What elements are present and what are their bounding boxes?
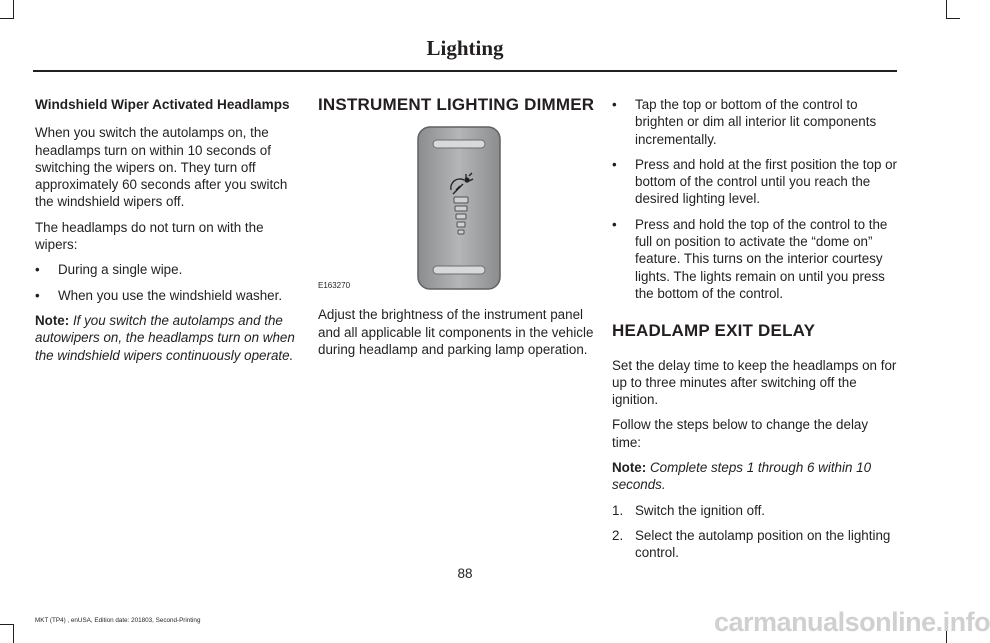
bullet-marker: • (35, 287, 40, 303)
crop-mark-top-left-v (13, 0, 14, 18)
paragraph: Follow the steps below to change the delay time: (612, 417, 869, 450)
paragraph: Set the delay time to keep the headlamps on for up to three minutes after switching off the ignition. (612, 357, 897, 408)
crop-mark-top-left-h (0, 18, 14, 19)
note (35, 312, 307, 364)
section-heading-wiper-headlamps: Windshield Wiper Activated Headlamps (35, 97, 290, 112)
section-heading-exit-delay: HEADLAMP EXIT DELAY (612, 321, 816, 341)
paragraph: The headlamps do not turn on with the wipers: (35, 219, 264, 253)
list-item-text: Press and hold at the first position the top or bottom of the control until you reach the desired lighting level. (635, 156, 898, 207)
edition-info: MKT (TP4) , enUSA, Edition date: 201803, Second-Printing (35, 617, 201, 624)
bullet-marker: • (35, 262, 40, 278)
crop-mark-bottom-left-h (0, 624, 14, 625)
page-header-title: Lighting (426, 36, 504, 60)
bullet-list (612, 96, 897, 302)
dimmer-switch-figure (318, 124, 601, 294)
list-item (612, 216, 897, 302)
list-item-text: Select the autolamp position on the lighting control. (635, 527, 891, 561)
bullet-marker: • (612, 216, 617, 232)
paragraph: When you switch the autolamps on, the headlamps turn on within 10 seconds of switching the wipers on. They turn off approximately 60 seconds after you switch the windshield wipers off. (35, 125, 288, 210)
list-item (612, 527, 897, 562)
list-item-text: Press and hold the top of the control to the full on position to activate the “dome on” feature. This turns on the interior courtesy lights. The lights remain on until you press the bottom of the control. (635, 216, 888, 301)
note-text: Complete steps 1 through 6 within 10 seconds. (612, 460, 872, 493)
bullet-marker: • (612, 97, 617, 112)
note-label: Note: (35, 312, 70, 328)
list-item (35, 287, 307, 304)
column-middle (318, 96, 601, 366)
list-item (612, 96, 897, 148)
crop-mark-top-right-v (946, 0, 947, 18)
page-number: 88 (457, 566, 473, 581)
list-item (35, 261, 307, 278)
paragraph: Adjust the brightness of the instrument panel and all applicable lit components in the vehicle during headlamp and parking lamp operation. (318, 307, 594, 357)
step-number: 2. (612, 527, 624, 543)
list-item-text: During a single wipe. (58, 262, 183, 278)
list-item (612, 502, 897, 519)
bullet-marker: • (612, 156, 617, 172)
section-heading-instrument-dimmer: INSTRUMENT LIGHTING DIMMER (318, 95, 595, 114)
note-label: Note: (612, 460, 647, 476)
column-left (35, 96, 307, 372)
list-item-text: Tap the top or bottom of the control to brighten or dim all interior lit components incrementally. (635, 97, 877, 147)
crop-mark-bottom-left-v (13, 625, 14, 643)
bullet-list (35, 261, 307, 304)
note-text: If you switch the autolamps and the autowipers on, the headlamps turn on when the windshield wipers continuously operate. (35, 312, 295, 363)
list-item-text: When you use the windshield washer. (58, 287, 283, 303)
figure-code: E163270 (318, 281, 351, 290)
crop-mark-top-right-h (946, 18, 960, 19)
dimmer-switch-illustration (318, 124, 601, 294)
step-number: 1. (612, 502, 624, 518)
list-item (612, 156, 897, 208)
list-item-text: Switch the ignition off. (635, 502, 766, 518)
header-rule (33, 70, 897, 72)
numbered-list (612, 502, 897, 562)
watermark: carmanualsonline.info (714, 607, 990, 637)
note (612, 459, 897, 494)
column-right (612, 96, 897, 570)
